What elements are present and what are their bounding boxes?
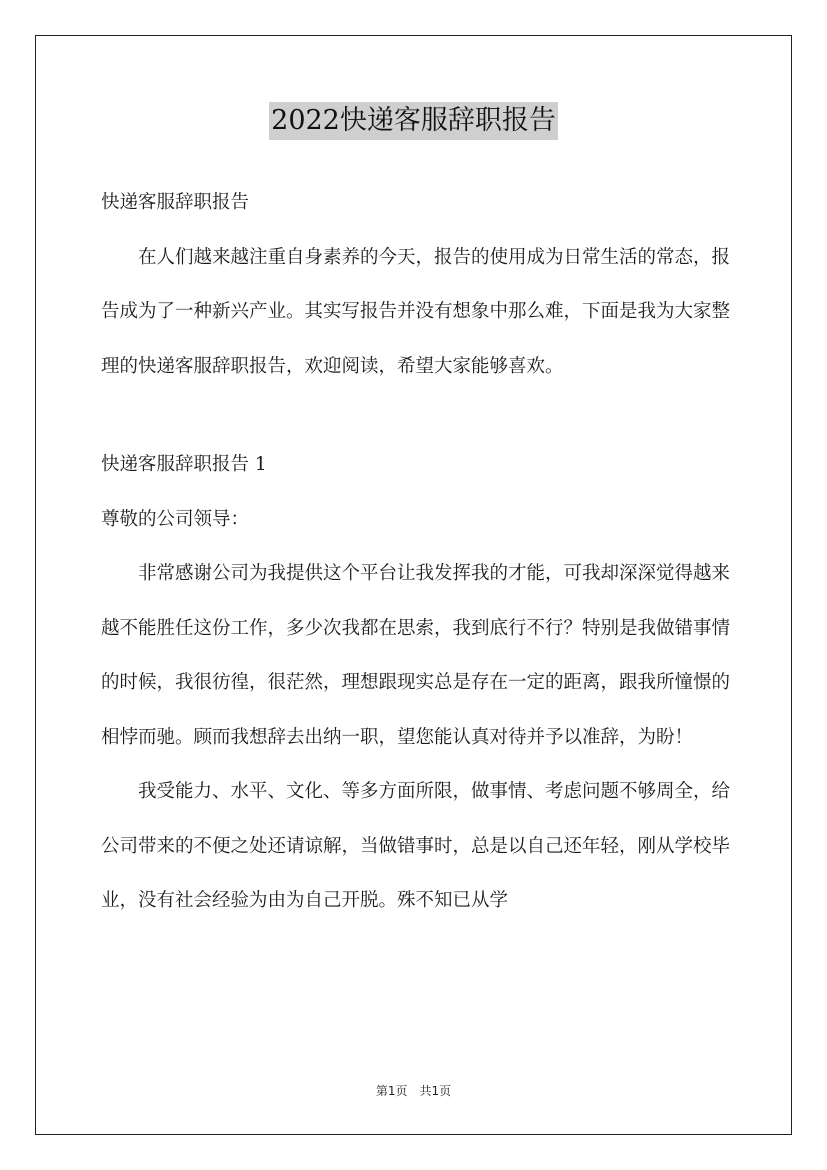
section-heading: 快递客服辞职报告 1 <box>101 454 267 475</box>
title-container <box>0 102 827 140</box>
spacer <box>101 394 731 438</box>
body-paragraph-1: 非常感谢公司为我提供这个平台让我发挥我的才能，可我却深深觉得越来越不能胜任这份工作，多少次我都在思索，我到底行不行？特别是我做错事情的时候，我很彷徨，很茫然，理想跟现实总是存在一定的距离，跟我所憧憬的相悖而驰。顾而我想辞去出纳一职，望您能认真对待并予以准辞，为盼！ <box>101 563 731 748</box>
document-title: 2022快递客服辞职报告 <box>269 102 558 140</box>
body-paragraph-2: 我受能力、水平、文化、等多方面所限，做事情、考虑问题不够周全，给公司带来的不便之处还请谅解，当做错事时，总是以自己还年轻，刚从学校毕业，没有社会经验为由为自己开脱。殊不知已从学 <box>101 781 731 911</box>
document-subtitle: 快递客服辞职报告 <box>101 192 250 213</box>
salutation: 尊敬的公司领导： <box>101 508 250 530</box>
intro-paragraph: 在人们越来越注重自身素养的今天，报告的使用成为日常生活的常态，报告成为了一种新兴产业。其实写报告并没有想象中那么难，下面是我为大家整理的快递客服辞职报告，欢迎阅读，希望大家能够喜欢。 <box>101 246 731 377</box>
page-footer: 第1页 共1页 <box>375 1084 452 1098</box>
document-body <box>101 176 731 929</box>
